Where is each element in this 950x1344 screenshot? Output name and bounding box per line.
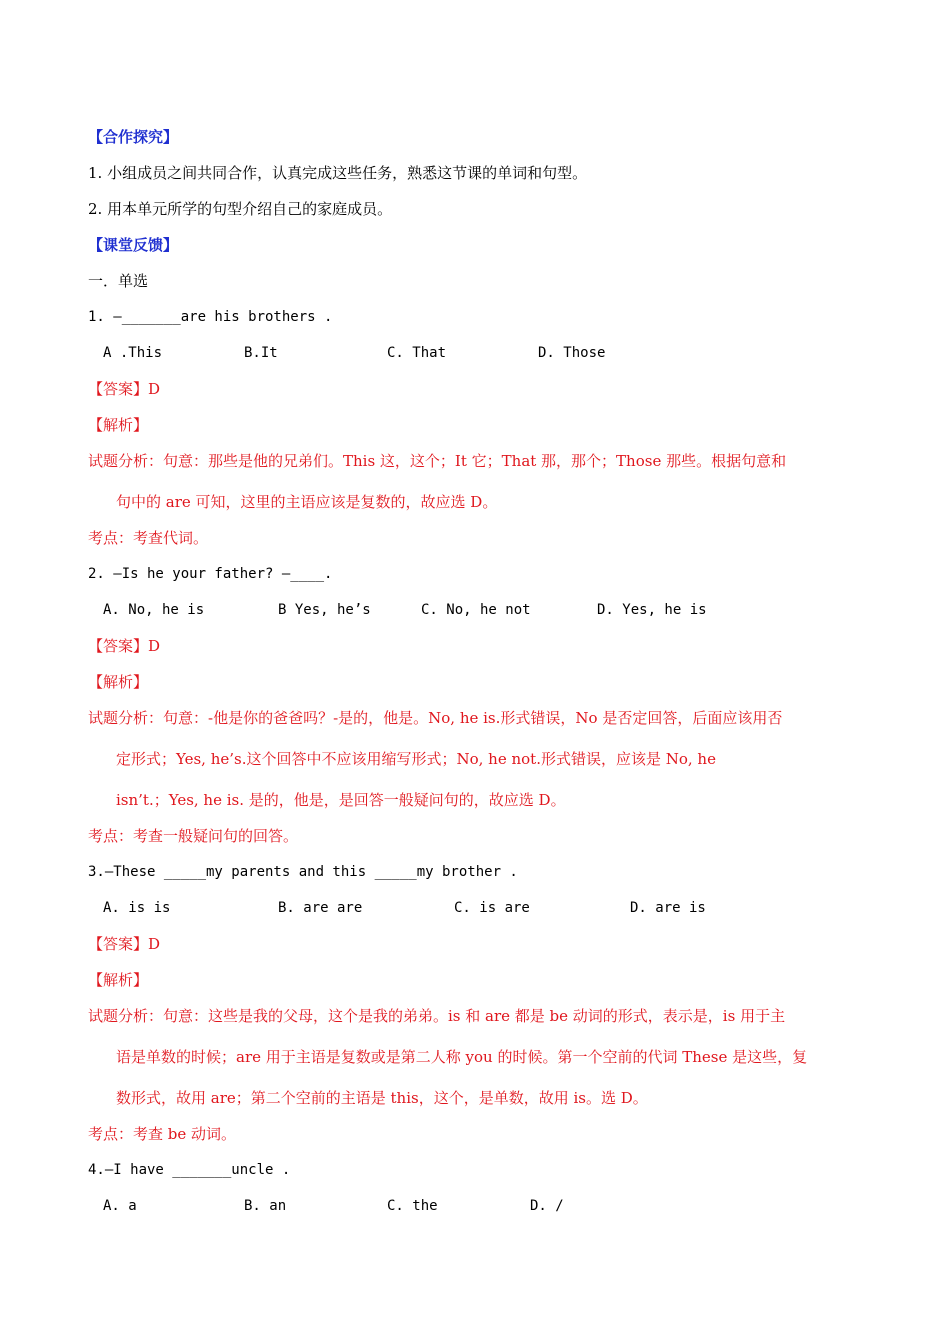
question-3-analysis-label: 【解析】: [88, 971, 149, 989]
answer-value: D: [148, 380, 161, 398]
option-c: C. the: [387, 1198, 438, 1214]
option-c: C. is are: [454, 900, 530, 916]
answer-label: 【答案】: [88, 637, 149, 655]
question-3-analysis-line-1: 试题分析：句意：这些是我的父母，这个是我的弟弟。is 和 are 都是 be 动词的形式，表示是，is 用于主: [88, 1007, 786, 1025]
question-2-analysis-label: 【解析】: [88, 673, 149, 691]
question-3-analysis-line-2: 语是单数的时候；are 用于主语是复数或是第二人称 you 的时候。第一个空前的代词 These 是这些，复: [116, 1048, 808, 1066]
answer-label: 【答案】: [88, 380, 149, 398]
question-3-options: [0, 898, 950, 918]
option-c: C. No, he not: [421, 602, 531, 618]
option-c: C. That: [387, 345, 447, 361]
question-1-stem: 1. —_______are his brothers .: [88, 309, 333, 325]
option-a: A .This: [103, 345, 163, 361]
answer-value: D: [148, 637, 161, 655]
question-2-analysis-line-1: 试题分析：句意：-他是你的爸爸吗？-是的，他是。No, he is.形式错误，No 是否定回答，后面应该用否: [88, 709, 783, 727]
cooperate-item-1: 1. 小组成员之间共同合作，认真完成这些任务，熟悉这节课的单词和句型。: [88, 164, 588, 182]
question-1-analysis-line-1: 试题分析：句意：那些是他的兄弟们。This 这，这个；It 它；That 那，那个；Those 那些。根据句意和: [88, 452, 787, 470]
feedback-heading: 【课堂反馈】: [88, 236, 179, 254]
question-3-answer: [88, 934, 160, 954]
question-2-point: 考点：考查一般疑问句的回答。: [88, 827, 299, 845]
question-2-analysis-line-3: isn’t.；Yes, he is. 是的，他是，是回答一般疑问句的，故应选 D。: [116, 791, 566, 809]
question-1-point: 考点：考查代词。: [88, 529, 209, 547]
question-2-analysis-line-2: 定形式；Yes, he’s.这个回答中不应该用缩写形式；No, he not.形式错误，应该是 No, he: [116, 750, 716, 768]
question-1-analysis-label: 【解析】: [88, 416, 149, 434]
option-b: B. are are: [278, 900, 363, 916]
cooperate-heading: 【合作探究】: [88, 128, 179, 146]
option-b: B. an: [244, 1198, 287, 1214]
option-d: D. are is: [630, 900, 706, 916]
option-b: B Yes, he’s: [278, 602, 371, 618]
question-2-stem: 2. —Is he your father? —____.: [88, 566, 333, 582]
question-1-options: [0, 343, 950, 363]
option-a: A. a: [103, 1198, 137, 1214]
question-3-point: 考点：考查 be 动词。: [88, 1125, 237, 1143]
option-d: D. Yes, he is: [597, 602, 707, 618]
question-1-analysis-line-2: 句中的 are 可知，这里的主语应该是复数的，故应选 D。: [116, 493, 498, 511]
option-a: A. is is: [103, 900, 171, 916]
part-one-title: 一．单选: [88, 272, 149, 290]
option-b: B.It: [244, 345, 278, 361]
cooperate-item-2: 2. 用本单元所学的句型介绍自己的家庭成员。: [88, 200, 393, 218]
question-2-answer: [88, 636, 160, 656]
question-1-answer: [88, 379, 160, 399]
question-3-stem: 3.—These _____my parents and this _____my brother .: [88, 864, 518, 880]
question-2-options: [0, 600, 950, 620]
question-4-stem: 4.—I have _______uncle .: [88, 1162, 291, 1178]
option-d: D. Those: [538, 345, 606, 361]
option-a: A. No, he is: [103, 602, 205, 618]
question-3-analysis-line-3: 数形式，故用 are；第二个空前的主语是 this，这个，是单数，故用 is。选 D。: [116, 1089, 648, 1107]
answer-value: D: [148, 935, 161, 953]
question-4-options: [0, 1196, 950, 1216]
answer-label: 【答案】: [88, 935, 149, 953]
option-d: D. /: [530, 1198, 564, 1214]
